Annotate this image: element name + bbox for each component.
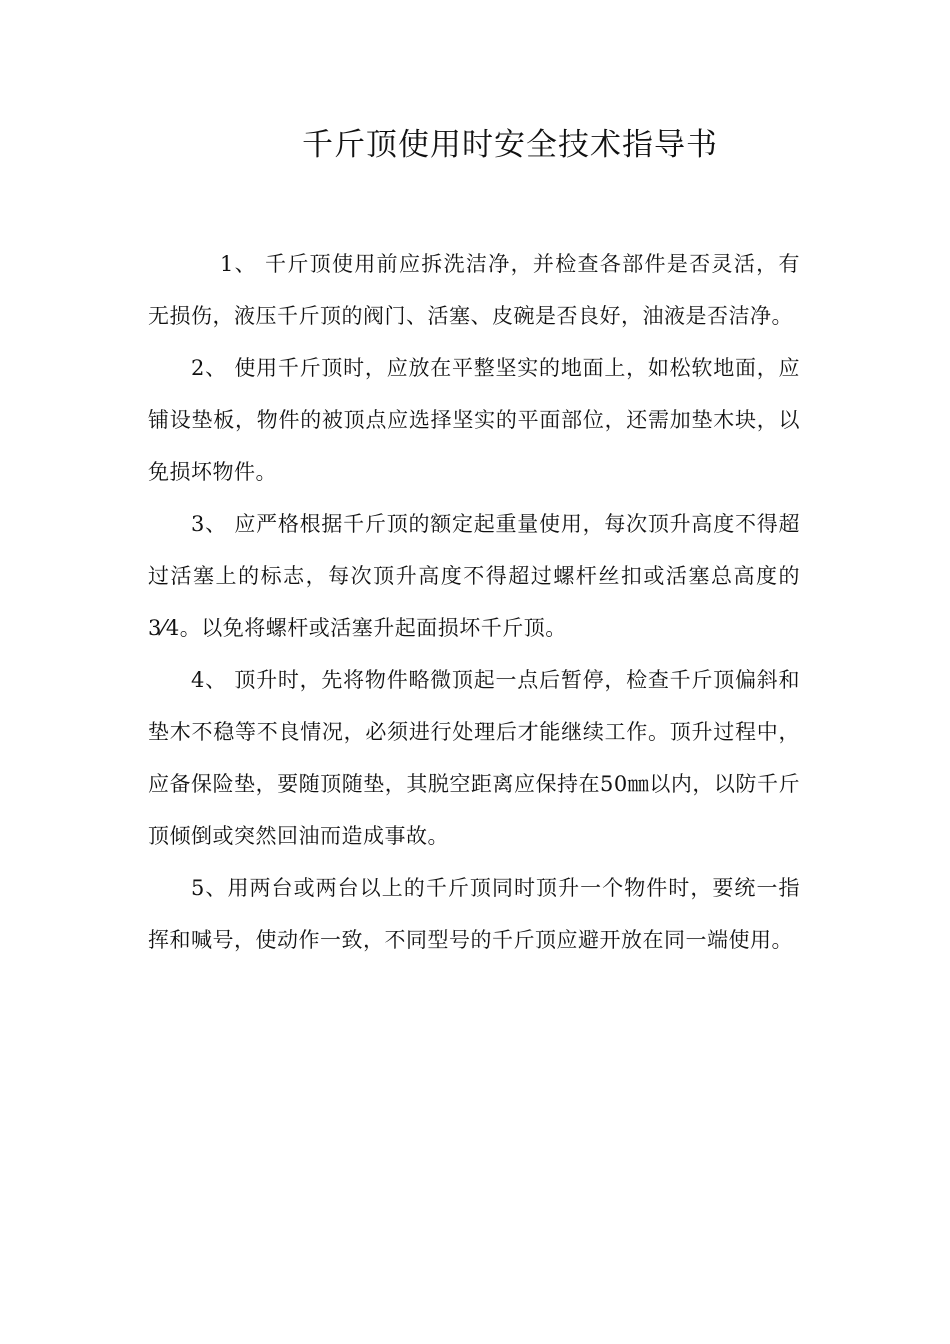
paragraph-4: 4、 顶升时，先将物件略微顶起一点后暂停，检查千斤顶偏斜和垫木不稳等不良情况，必须进行处理后才能继续工作。顶升过程中，应备保险垫，要随顶随垫，其脱空距离应保持在50㎜以内，以防千斤顶倾倒或突然回油而造成事故。	[148, 668, 800, 848]
paragraph-2: 2、 使用千斤顶时，应放在平整坚实的地面上，如松软地面，应铺设垫板，物件的被顶点应选择坚实的平面部位，还需加垫木块，以免损坏物件。	[148, 356, 800, 484]
paragraph-1: 1、 千斤顶使用前应拆洗洁净，并检查各部件是否灵活，有无损伤，液压千斤顶的阀门、活塞、皮碗是否良好，油液是否洁净。	[148, 252, 800, 328]
paragraph-3: 3、 应严格根据千斤顶的额定起重量使用，每次顶升高度不得超过活塞上的标志，每次顶升高度不得超过螺杆丝扣或活塞总高度的3⁄4。以免将螺杆或活塞升起面损坏千斤顶。	[148, 512, 800, 640]
document-title: 千斤顶使用时安全技术指导书	[302, 127, 718, 163]
paragraph-5: 5、用两台或两台以上的千斤顶同时顶升一个物件时，要统一指挥和喊号，使动作一致，不同型号的千斤顶应避开放在同一端使用。	[148, 876, 800, 952]
document-body	[148, 238, 800, 966]
